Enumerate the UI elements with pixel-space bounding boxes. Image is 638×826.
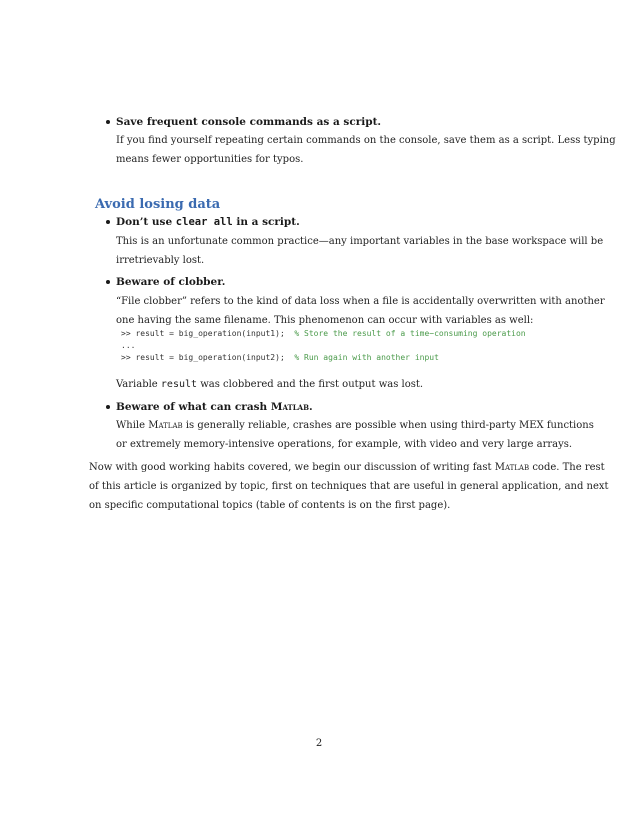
code-text: >> result = big_operation(input1); <box>121 329 285 338</box>
item-after-clobber <box>116 375 566 394</box>
body-line: irretrievably lost. <box>116 255 205 266</box>
body-line: If you find yourself repeating certain commands on the console, save them as a script. Less typing <box>116 135 616 146</box>
bullet-dot-icon <box>106 405 110 409</box>
closing-paragraph <box>89 458 609 515</box>
title-text: in a script. <box>232 216 300 228</box>
para-text: code. The rest <box>529 462 605 473</box>
para-line <box>89 458 605 477</box>
para-text: Now with good working habits covered, we begin our discussion of writing fast <box>89 462 495 473</box>
bullet-dot-icon <box>106 220 110 224</box>
code-comment: % Run again with another input <box>294 353 439 362</box>
bullet-dot-icon <box>106 120 110 124</box>
title-text: . <box>309 401 313 413</box>
item-body-crash <box>116 416 594 454</box>
title-text: Don’t use <box>116 216 176 228</box>
item-body-save-commands <box>116 131 616 169</box>
code-line <box>121 328 526 340</box>
body-line: one having the same filename. This phenomenon can occur with variables as well: <box>116 315 534 326</box>
code-comment: % Store the result of a time−consuming operation <box>294 329 526 338</box>
after-code: result <box>160 379 198 390</box>
bullet-dot-icon <box>106 280 110 284</box>
title-text: Beware of what can crash <box>116 401 271 413</box>
para-smallcaps: Matlab <box>494 462 530 473</box>
section-heading: Avoid losing data <box>95 197 221 212</box>
code-line <box>121 352 526 364</box>
body-text: While <box>116 420 149 431</box>
body-text: is generally reliable, crashes are possible when using third-party MEX functions <box>182 420 594 431</box>
code-block <box>121 328 526 364</box>
item-title-clear-all <box>116 214 300 230</box>
body-line: means fewer opportunities for typos. <box>116 154 304 165</box>
item-title-clobber: Beware of clobber. <box>116 276 226 288</box>
item-title-crash <box>116 399 313 415</box>
body-line <box>116 375 566 394</box>
body-line: This is an unfortunate common practice—any important variables in the base workspace will be <box>116 236 604 247</box>
after-text: Variable <box>116 379 161 390</box>
code-text: ... <box>121 341 136 350</box>
body-line <box>116 416 594 435</box>
item-body-clear-all <box>116 232 604 270</box>
body-line: or extremely memory-intensive operations, for example, with video and very large arrays. <box>116 439 573 450</box>
code-line <box>121 340 526 352</box>
para-line: on specific computational topics (table of contents is on the first page). <box>89 500 451 511</box>
item-body-clobber <box>116 292 605 330</box>
item-title-save-commands: Save frequent console commands as a script. <box>116 116 382 128</box>
para-line: of this article is organized by topic, first on techniques that are useful in general application, and next <box>89 481 609 492</box>
after-text: was clobbered and the first output was lost. <box>197 379 424 390</box>
body-smallcaps: Matlab <box>148 420 183 431</box>
body-line: “File clobber” refers to the kind of data loss when a file is accidentally overwritten with another <box>116 296 605 307</box>
title-smallcaps: Matlab <box>270 401 309 413</box>
code-text: >> result = big_operation(input2); <box>121 353 285 362</box>
title-code: clear all <box>175 216 233 228</box>
page-number: 2 <box>315 738 323 749</box>
